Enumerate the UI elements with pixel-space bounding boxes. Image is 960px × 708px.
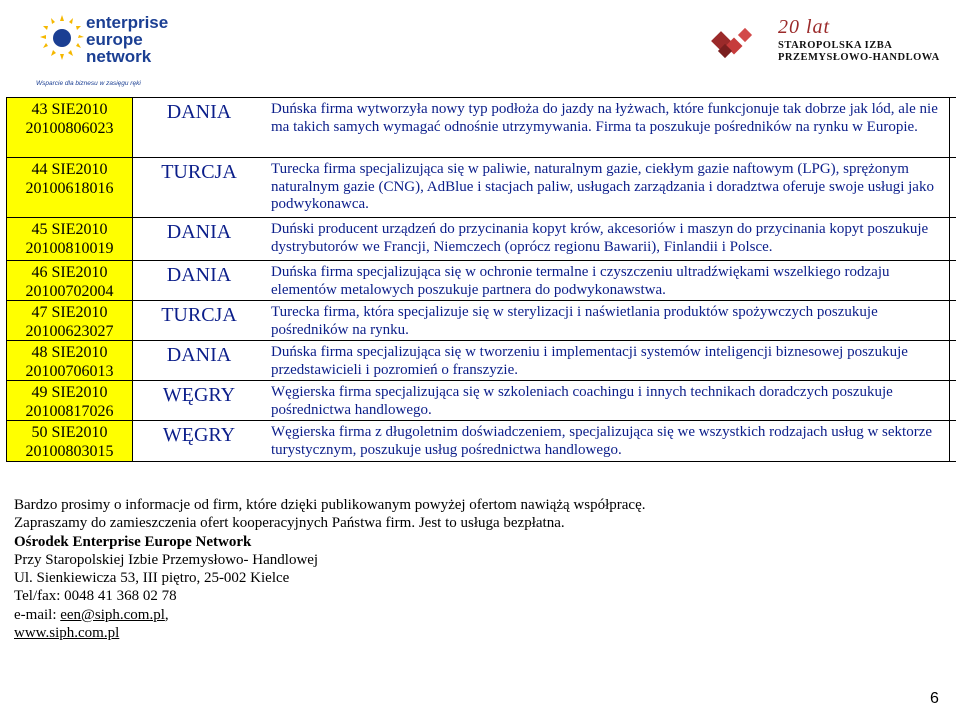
offer-id-cell [6,301,133,341]
offer-country: WĘGRY [162,424,236,446]
offer-id-cell [6,341,133,381]
een-logo-line1: enterprise [86,13,169,32]
offer-description: Duński producent urządzeń do przycinania kopyt krów, akcesoriów i maszyn do przycinania kopyt poszukuje dystrybutorów we Francji, Niemczech (oprócz regionu Bawarii), Finlandii i Polsce. [271,221,929,255]
offer-ref: 20100623027 [25,323,114,340]
een-logo-text [86,14,168,65]
footer-invite-text: Zapraszamy do zamieszczenia ofert kooperacyjnych Państwa firm. Jest to usługa bezpłatna. [14,515,565,532]
siph-name-line1: STAROPOLSKA IZBA [778,40,893,51]
offer-id-cell [6,98,133,158]
table-row [6,97,956,158]
offer-description: Duńska firma specjalizująca się w ochronie termalne i czyszczeniu ultradźwiękami wszelkiego rodzaju elementów metalowych poszukuje partnera do podwykonawstwa. [271,264,890,298]
offer-country: DANIA [166,221,232,243]
offer-ref: 20100702004 [25,283,114,300]
siph-name-line2: PRZEMYSŁOWO-HANDLOWA [778,52,940,63]
offer-country: WĘGRY [162,384,236,406]
offer-ref: 20100817026 [25,403,114,420]
siph-emblem-icon [708,20,768,66]
offer-id-cell [6,261,133,301]
offer-ref: 20100803015 [25,443,114,460]
table-row [6,340,956,381]
offer-description: Duńska firma wytworzyła nowy typ podłoża do jazdy na łyżwach, które funkcjonuje tak dobrze jak lód, ale nie ma takich samych wymagać odnośnie utrzymywania. Firma ta poszukuje pośredników na rynku w Europie. [271,101,938,135]
website-link[interactable]: www.siph.com.pl [14,625,120,642]
siph-logo [700,10,950,70]
table-left-border [6,97,7,461]
footer-email-prefix: e-mail: [14,606,61,623]
footer-phone: Tel/fax: 0048 41 368 02 78 [14,588,177,605]
offer-id: 44 SIE2010 [31,161,108,178]
siph-name [778,40,940,64]
table-row [6,380,956,421]
offer-ref: 20100806023 [25,120,114,137]
een-tagline: Wsparcie dla biznesu w zasięgu ręki [36,80,141,87]
offer-ref: 20100706013 [25,363,114,380]
table-row [6,157,956,218]
offer-description: Turecka firma, która specjalizuje się w sterylizacji i naświetlania produktów spożywczych poszukuje pośredników na rynku. [271,304,878,338]
footer-request-text: Bardzo prosimy o informacje od firm, które dzięki publikowanym powyżej ofertom nawiążą współpracę. [14,497,646,513]
table-row [6,260,956,301]
siph-years: 20 lat [778,16,831,38]
offers-table [6,97,956,461]
contact-footer [14,496,914,642]
footer-affiliation: Przy Staropolskiej Izbie Przemysłowo- Handlowej [14,551,319,568]
table-row [6,217,956,261]
table-right-border [949,97,950,461]
offer-id-cell [6,218,133,261]
offer-country: DANIA [166,344,232,366]
offer-id: 49 SIE2010 [31,384,108,401]
table-row [6,300,956,341]
offer-id: 43 SIE2010 [31,101,108,118]
offer-ref: 20100618016 [25,180,114,197]
offer-ref: 20100810019 [25,240,114,257]
table-row [6,420,956,462]
offer-description: Węgierska firma z długoletnim doświadczeniem, specjalizująca się we wszystkich rodzajach usług w sektorze turystycznym, poszukuje usług pośrednictwa handlowego. [271,424,933,458]
offer-description: Węgierska firma specjalizująca się w szkoleniach coachingu i innych technikach doradczych poszukuje pośrednictwa handlowego. [271,384,893,418]
een-logo-line2: europe [86,30,143,49]
page-number: 6 [930,690,939,707]
offer-country: TURCJA [161,304,237,326]
offer-country: TURCJA [161,161,237,183]
een-logo-line3: network [86,47,152,66]
offer-description: Turecka firma specjalizująca się w paliwie, naturalnym gazie, ciekłym gazie naftowym (LPG), sprężonym naturalnym gazie (CNG), AdBlue i stacjach paliw, usługach zarządzania i doradztwa oferuje swoje usługi jako podwykonawca. [271,161,934,212]
enterprise-europe-network-logo [28,4,188,96]
offer-id: 50 SIE2010 [31,424,108,441]
footer-address: Ul. Sienkiewicza 53, III piętro, 25-002 Kielce [14,570,290,587]
offer-id-cell [6,158,133,218]
offer-id-cell [6,421,133,461]
footer-email-suffix: , [164,606,169,623]
footer-email-line [14,606,914,624]
star-circle-icon [36,12,88,64]
offer-id: 46 SIE2010 [31,264,108,281]
offer-country: DANIA [166,264,232,286]
email-link[interactable]: een@siph.com.pl [60,606,165,623]
footer-organization: Ośrodek Enterprise Europe Network [14,533,252,550]
offer-country: DANIA [166,101,232,123]
offer-id-cell [6,381,133,421]
offer-id: 47 SIE2010 [31,304,108,321]
offer-id: 45 SIE2010 [31,221,108,238]
offer-description: Duńska firma specjalizująca się w tworzeniu i implementacji systemów inteligencji biznesowej poszukuje przedstawicieli i pozromień o franszyzie. [271,344,908,378]
offer-id: 48 SIE2010 [31,344,108,361]
